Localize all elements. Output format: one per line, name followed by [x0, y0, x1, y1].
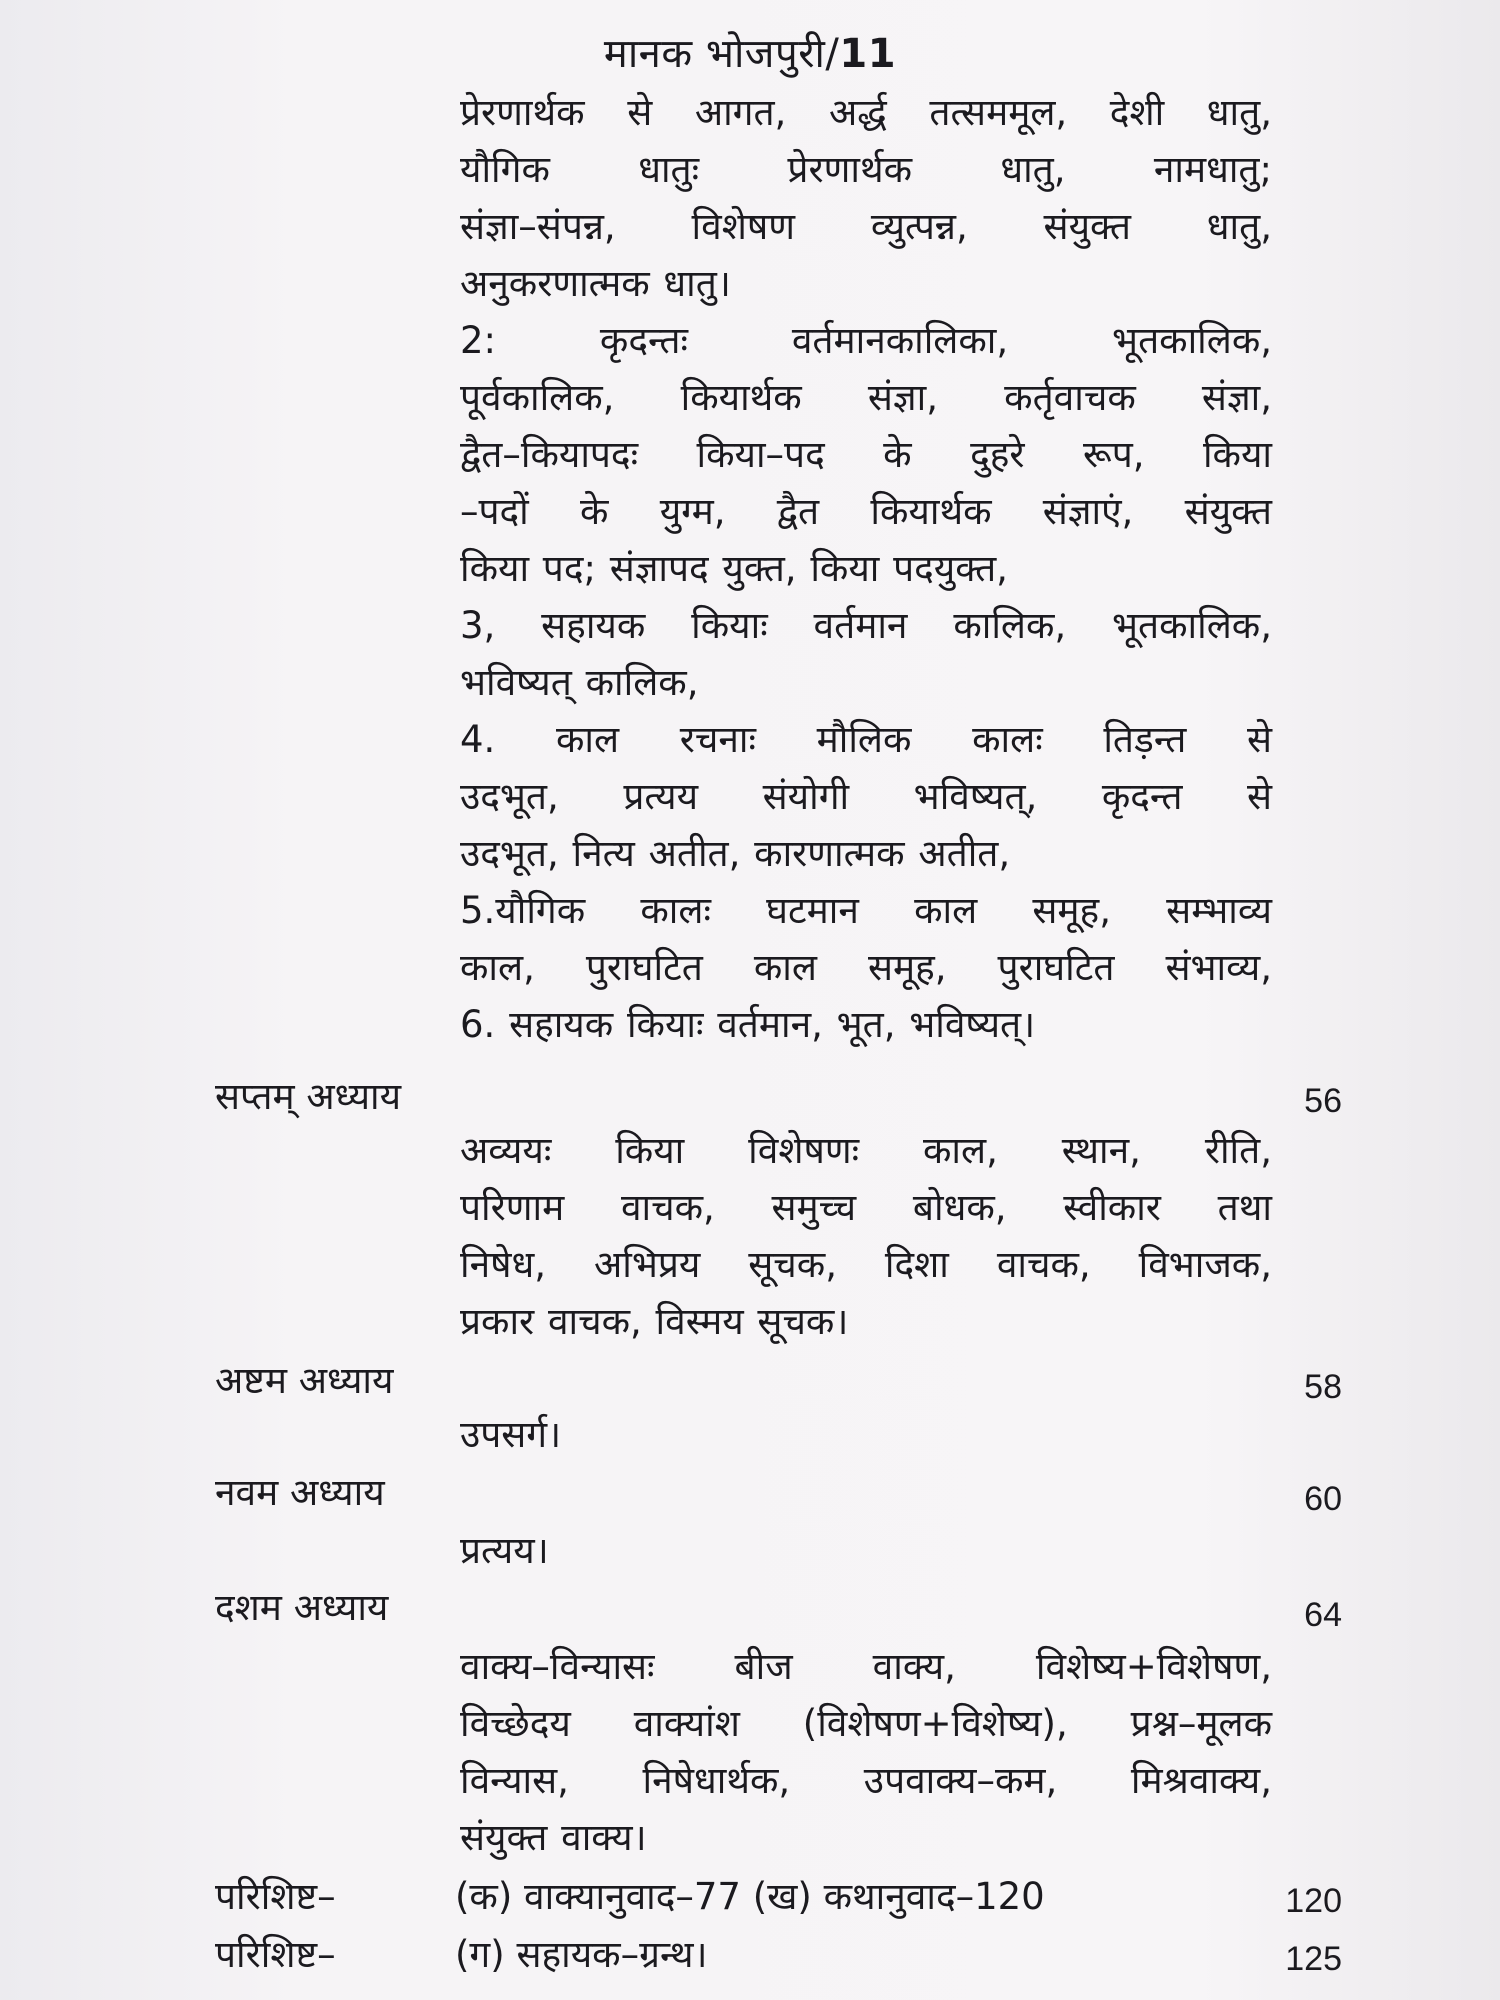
- text-line: यौगिक धातुः प्रेरणार्थक धातु, नामधातु;: [460, 148, 1272, 191]
- chapter-title-8: अष्टम अध्याय: [215, 1359, 394, 1402]
- chapter-7-text: [460, 1122, 1272, 1350]
- chapter-title-9: नवम अध्याय: [215, 1471, 385, 1514]
- text-line: काल, पुराघटित काल समूह, पुराघटित संभाव्य,: [460, 946, 1272, 989]
- appendix-page: 120: [1285, 1882, 1342, 1920]
- chapter-8-text: [460, 1406, 1272, 1463]
- text-line: उदभूत, नित्य अतीत, कारणात्मक अतीत,: [460, 832, 1011, 875]
- text-line: संज्ञा–संपन्न, विशेषण व्युत्पन्न, संयुक्त धातु,: [460, 205, 1272, 248]
- text-line: प्रत्यय।: [460, 1529, 549, 1572]
- text-line: विन्यास, निषेधार्थक, उपवाक्य–कम, मिश्रवाक्य,: [460, 1759, 1272, 1802]
- page-header: [0, 28, 1500, 80]
- grammar-section-text: [460, 84, 1272, 1053]
- chapter-title-10: दशम अध्याय: [215, 1586, 389, 1629]
- chapter-page-9: 60: [1304, 1480, 1342, 1518]
- text-line: अनुकरणात्मक धातु।: [460, 262, 731, 305]
- text-line: उपसर्ग।: [460, 1413, 562, 1456]
- chapter-page-10: 64: [1304, 1596, 1342, 1634]
- text-line: वाक्य–विन्यासः बीज वाक्य, विशेष्य+विशेषण,: [460, 1645, 1272, 1688]
- text-line: द्वैत–कियापदः किया–पद के दुहरे रूप, किया: [460, 433, 1272, 476]
- chapter-10-text: [460, 1638, 1272, 1866]
- text-line: विच्छेदय वाक्यांश (विशेषण+विशेष्य), प्रश्न–मूलक: [460, 1702, 1272, 1745]
- text-line: 6. सहायक कियाः वर्तमान, भूत, भविष्यत्।: [460, 1003, 1036, 1046]
- text-line: 2: कृदन्तः वर्तमानकालिका, भूतकालिक,: [460, 319, 1272, 362]
- chapter-9-text: [460, 1522, 1272, 1579]
- text-line: निषेध, अभिप्रय सूचक, दिशा वाचक, विभाजक,: [460, 1243, 1272, 1286]
- text-line: 5.यौगिक कालः घटमान काल समूह, सम्भाव्य: [460, 889, 1272, 932]
- chapter-title-7: सप्तम् अध्याय: [215, 1075, 402, 1118]
- text-line: अव्ययः किया विशेषणः काल, स्थान, रीति,: [460, 1129, 1272, 1172]
- text-line: उदभूत, प्रत्यय संयोगी भविष्यत्, कृदन्त से: [460, 775, 1272, 818]
- text-line: भविष्यत् कालिक,: [460, 661, 699, 704]
- appendix-page: 125: [1285, 1940, 1342, 1978]
- appendix-text: (क) वाक्यानुवाद–77 (ख) कथानुवाद–120: [455, 1875, 1045, 1918]
- chapter-page-7: 56: [1304, 1082, 1342, 1120]
- appendix-label: परिशिष्ट–: [215, 1875, 336, 1918]
- text-line: संयुक्त वाक्य।: [460, 1816, 647, 1859]
- text-line: –पदों के युग्म, द्वैत कियार्थक संज्ञाएं, संयुक्त: [460, 490, 1272, 533]
- text-line: प्रेरणार्थक से आगत, अर्द्ध तत्सममूल, देशी धातु,: [460, 91, 1272, 134]
- header-title: मानक भोजपुरी/: [603, 31, 840, 77]
- chapter-page-8: 58: [1304, 1368, 1342, 1406]
- text-line: पूर्वकालिक, कियार्थक संज्ञा, कर्तृवाचक संज्ञा,: [460, 376, 1272, 419]
- appendix-text: (ग) सहायक–ग्रन्थ।: [455, 1933, 708, 1976]
- header-page-number: 11: [839, 31, 897, 77]
- text-line: 3, सहायक कियाः वर्तमान कालिक, भूतकालिक,: [460, 604, 1272, 647]
- text-line: परिणाम वाचक, समुच्च बोधक, स्वीकार तथा: [460, 1186, 1272, 1229]
- text-line: 4. काल रचनाः मौलिक कालः तिड़न्त से: [460, 718, 1272, 761]
- appendix-label: परिशिष्ट–: [215, 1933, 336, 1976]
- text-line: प्रकार वाचक, विस्मय सूचक।: [460, 1300, 849, 1343]
- text-line: किया पद; संज्ञापद युक्त, किया पदयुक्त,: [460, 547, 1008, 590]
